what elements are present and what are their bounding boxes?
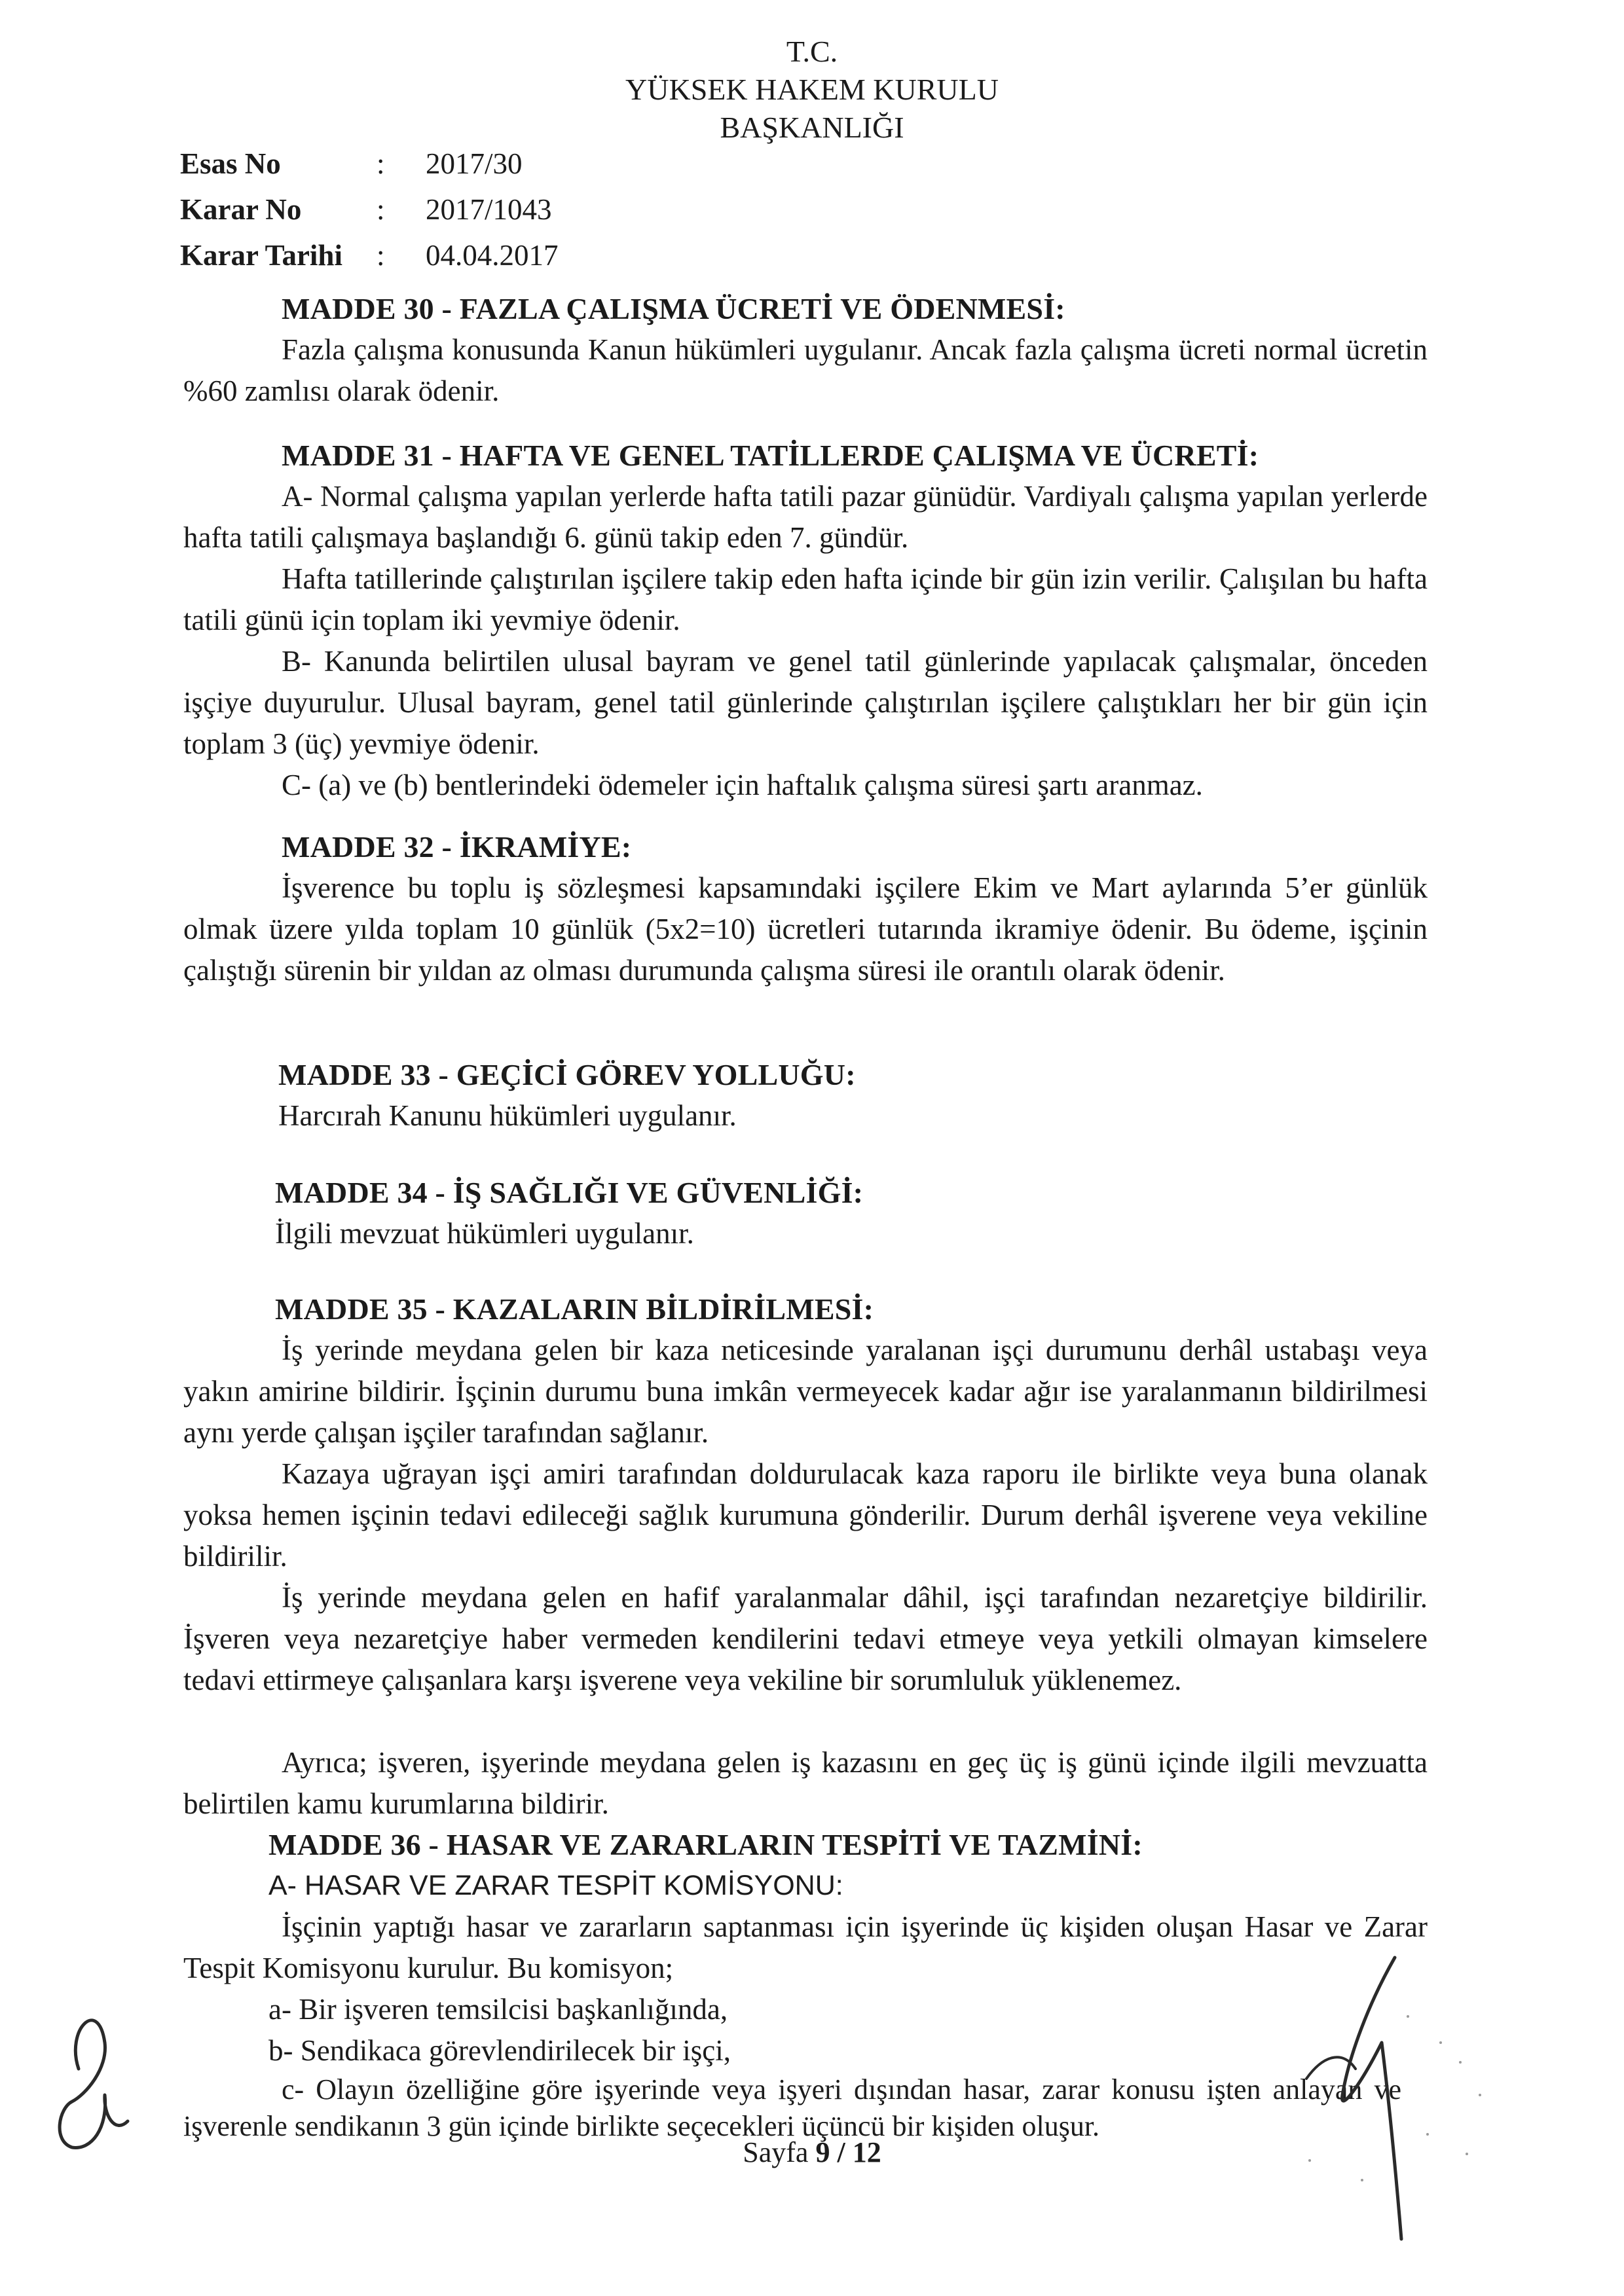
article-31-para-b: B- Kanunda belirtilen ulusal bayram ve genel tatil günlerinde yapılacak çalışmalar, önceden işçiye duyurulur. Ulusal bayram, genel tatil günlerinde çalıştırılan işçilere çalıştıkları her bir gün için toplam 3 (üç) yevmiye ödenir. bbox=[183, 645, 1428, 760]
paraph-mark bbox=[60, 2020, 128, 2148]
meta-label: Esas No bbox=[180, 147, 281, 180]
meta-value: 2017/1043 bbox=[426, 193, 552, 226]
article-36-text: İşçinin yaptığı hasar ve zararların saptanması için işyerinde üç kişiden oluşan Hasar ve Zarar Tespit Komisyonu kurulur. Bu komisyon; bbox=[183, 1910, 1428, 1984]
article-31-para-c: C- (a) ve (b) bentlerindeki ödemeler için haftalık çalışma süresi şartı aranmaz. bbox=[282, 769, 1203, 801]
meta-value: 04.04.2017 bbox=[426, 239, 559, 272]
article-35-para-4: Ayrıca; işveren, işyerinde meydana gelen iş kazasını en geç üç iş günü içinde ilgili mevzuatta belirtilen kamu kurumlarına bildirir. bbox=[183, 1746, 1428, 1820]
article-32-title: MADDE 32 - İKRAMİYE: bbox=[282, 830, 632, 864]
article-33-title: MADDE 33 - GEÇİCİ GÖREV YOLLUĞU: bbox=[278, 1058, 856, 1091]
article-35-para-1: İş yerinde meydana gelen bir kaza neticesinde yaralanan işçi durumunu derhâl ustabaşı veya yakın amirine bildirir. İşçinin durumu buna imkân vermeyecek kadar ağır ise yaralanmanın bildirilmesi aynı yerde çalışan işçiler tarafından sağlanır. bbox=[183, 1334, 1428, 1449]
article-36-title: MADDE 36 - HASAR VE ZARARLARIN TESPİTİ VE TAZMİNİ: bbox=[268, 1828, 1143, 1861]
meta-colon: : bbox=[377, 147, 385, 180]
header-tc: T.C. bbox=[786, 35, 838, 68]
article-31-para-a: A- Normal çalışma yapılan yerlerde hafta tatili pazar günüdür. Vardiyalı çalışma yapılan yerlerde hafta tatili çalışmaya başlandığı 6. günü takip eden 7. gündür. bbox=[183, 480, 1428, 554]
article-35-para-2: Kazaya uğrayan işçi amiri tarafından doldurulacak kaza raporu ile birlikte veya buna olanak yoksa hemen işçinin tedavi edileceği sağlık kurumuna gönderilir. Durum derhâl işverene veya vekiline bildirilir. bbox=[183, 1457, 1428, 1573]
article-30-text: Fazla çalışma konusunda Kanun hükümleri uygulanır. Ancak fazla çalışma ücreti normal ücretin %60 zamlısı olarak ödenir. bbox=[183, 333, 1428, 407]
meta-value: 2017/30 bbox=[426, 147, 523, 180]
header-org: YÜKSEK HAKEM KURULU bbox=[625, 73, 999, 106]
meta-row-karar bbox=[180, 187, 559, 232]
meta-row-esas bbox=[180, 141, 559, 187]
article-33-text: Harcırah Kanunu hükümleri uygulanır. bbox=[278, 1099, 737, 1132]
header-dept: BAŞKANLIĞI bbox=[720, 111, 904, 144]
article-32-text: İşverence bu toplu iş sözleşmesi kapsamındaki işçilere Ekim ve Mart aylarında 5’er günlük olmak üzere yılda toplam 10 günlük (5x2=10) ücretleri tutarında ikramiye ödenir. Bu ödeme, işçinin çalıştığı sürenin bir yıldan az olması durumunda çalışma süresi ile orantılı olarak ödenir. bbox=[183, 871, 1428, 987]
case-meta bbox=[180, 141, 559, 278]
article-36-item-a: a- Bir işveren temsilcisi başkanlığında, bbox=[268, 1993, 728, 2026]
article-30-title: MADDE 30 - FAZLA ÇALIŞMA ÜCRETİ VE ÖDENMESİ: bbox=[282, 292, 1065, 325]
page-prefix: Sayfa bbox=[743, 2136, 809, 2168]
article-31-para-2: Hafta tatillerinde çalıştırılan işçilere takip eden hafta içinde bir gün izin verilir. Çalışılan bu hafta tatili günü için toplam iki yevmiye ödenir. bbox=[183, 562, 1428, 636]
meta-colon: : bbox=[377, 193, 385, 226]
article-34-title: MADDE 34 - İŞ SAĞLIĞI VE GÜVENLİĞİ: bbox=[275, 1176, 864, 1209]
meta-label: Karar No bbox=[180, 193, 302, 226]
page-number bbox=[0, 2136, 1624, 2169]
page-count: 9 / 12 bbox=[815, 2136, 881, 2168]
article-36-item-b: b- Sendikaca görevlendirilecek bir işçi, bbox=[268, 2034, 731, 2067]
article-35-para-3: İş yerinde meydana gelen en hafif yaralanmalar dâhil, işçi tarafından nezaretçiye bildirilir. İşveren veya nezaretçiye haber vermeden kendilerini tedavi etmeye veya yetkili olmayan kimselere tedavi ettirmeye çalışanlara karşı işverene veya vekiline bir sorumluluk yüklenemez. bbox=[183, 1581, 1428, 1696]
article-31-title: MADDE 31 - HAFTA VE GENEL TATİLLERDE ÇALIŞMA VE ÜCRETİ: bbox=[282, 439, 1259, 472]
meta-row-tarih bbox=[180, 232, 559, 278]
meta-colon: : bbox=[377, 239, 385, 272]
meta-label: Karar Tarihi bbox=[180, 239, 342, 272]
article-34-text: İlgili mevzuat hükümleri uygulanır. bbox=[275, 1217, 694, 1250]
article-36-subtitle: A- HASAR VE ZARAR TESPİT KOMİSYONU: bbox=[268, 1870, 843, 1901]
article-35-title: MADDE 35 - KAZALARIN BİLDİRİLMESİ: bbox=[275, 1292, 874, 1326]
article-36-item-c: c- Olayın özelliğine göre işyerinde veya işyeri dışından hasar, zarar konusu işten anlayan ve işverenle sendikanın 3 gün içinde birlikte seçecekleri üçüncü bir kişiden oluşur. bbox=[183, 2073, 1401, 2142]
